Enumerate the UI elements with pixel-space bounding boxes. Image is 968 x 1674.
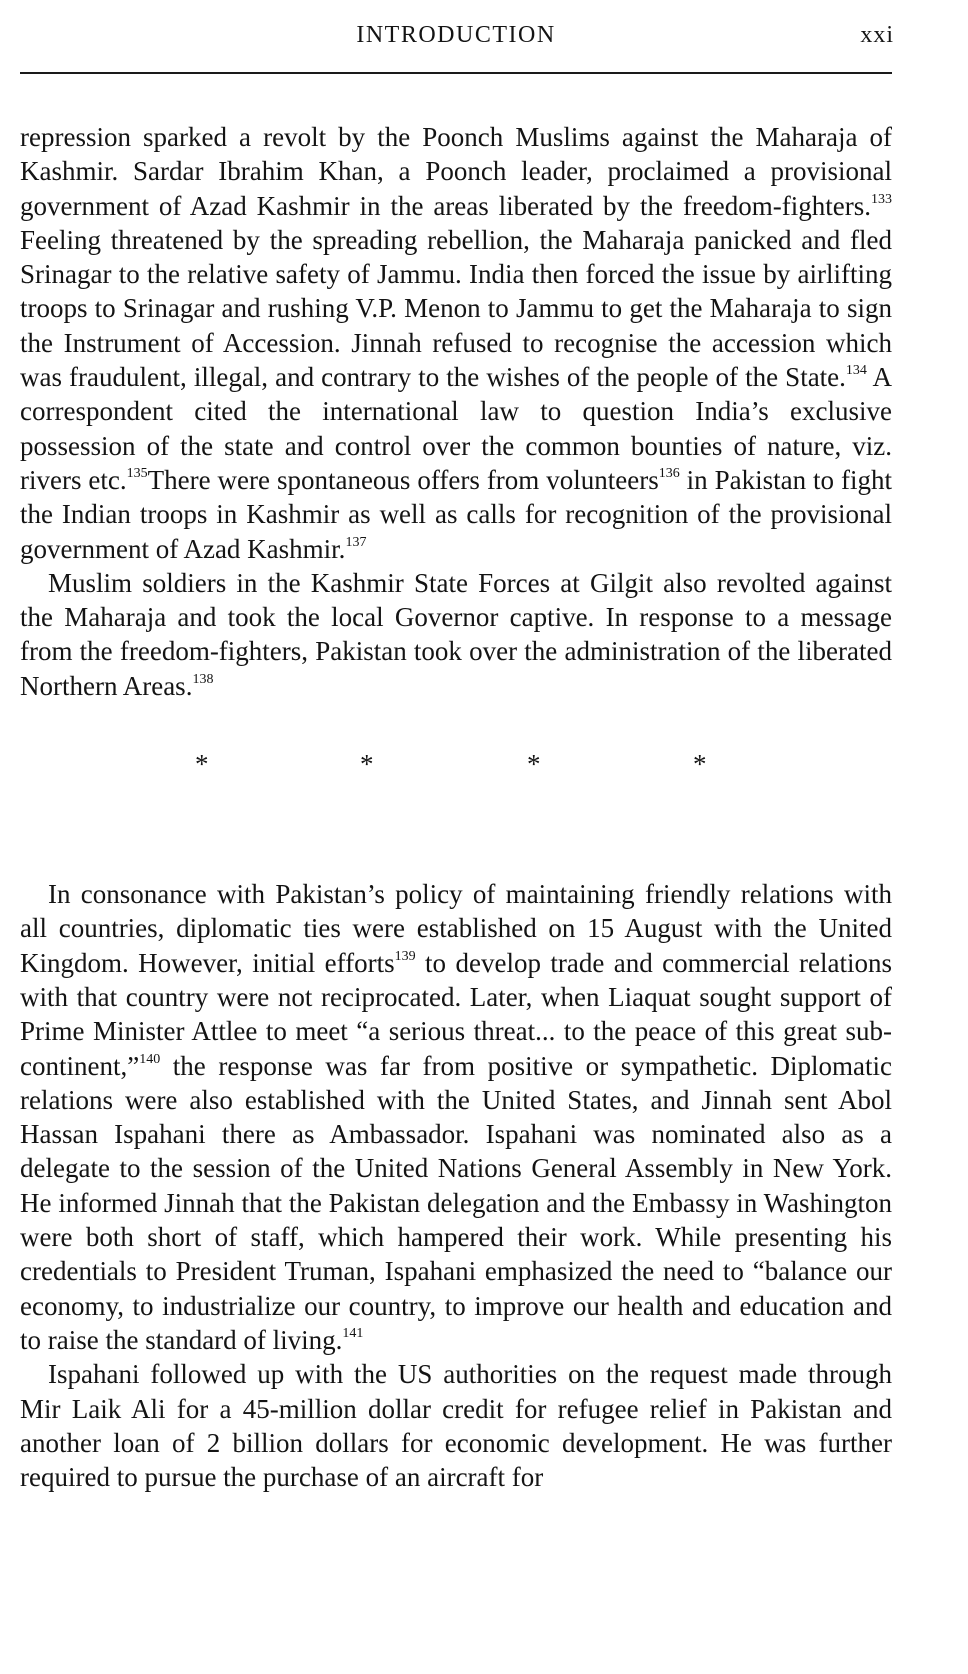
- paragraph-text: Ispahani followed up with the US authorities on the request made through Mir Laik Ali for a 45-million dollar credit for refugee relief in Pakistan and another loan of 2 billion dollars for economic development. He was further required to pursue the purchase of an aircraft for: [20, 1359, 892, 1493]
- footnote-reference: 139: [394, 948, 416, 964]
- paragraph: [20, 1357, 892, 1494]
- asterisk: *: [693, 749, 707, 780]
- body-text: [20, 120, 892, 1494]
- asterisk: *: [195, 749, 209, 780]
- footnote-reference: 138: [192, 671, 214, 687]
- paragraph: [20, 120, 892, 566]
- page-number: xxi: [860, 22, 894, 48]
- footnote-reference: 136: [658, 465, 680, 481]
- footnote-reference: 140: [139, 1051, 161, 1067]
- paragraph-text: Feeling threatened by the spreading rebellion, the Maharaja panicked and fled Srinagar to the relative safety of Jammu. India then forced the issue by airlifting troops to Srinagar and rushing V.P. Menon to Jammu to get the Maharaja to sign the Instrument of Accession. Jinnah refused to recognise the accession which was fraudulent, illegal, and contrary to the wishes of the people of the State.: [20, 224, 892, 393]
- footnote-reference: 135: [126, 465, 148, 481]
- running-title: INTRODUCTION: [356, 22, 556, 48]
- paragraph-text: Muslim soldiers in the Kashmir State Forces at Gilgit also revolted against the Maharaja and took the local Governor captive. In response to a message from the freedom-fighters, Pakistan took over the administration of the liberated Northern Areas.: [20, 567, 892, 701]
- paragraph-text: to develop trade and commercial relations with that country were not reciprocated. Later, when Liaquat sought support of Prime Minister Attlee to meet “a serious threat... to the peace of this great sub-continent,”: [20, 947, 892, 1081]
- paragraph-text: the response was far from positive or sympathetic. Diplomatic relations were also established with the United States, and Jinnah sent Abol Hassan Ispahani there as Ambassador. Ispahani was nominated also as a delegate to the session of the United Nations General Assembly in New York. He informed Jinnah that the Pakistan delegation and the Embassy in Washington were both short of staff, which hampered their work. While presenting his credentials to President Truman, Ispahani emphasized the need to “balance our economy, to industrialize our country, to improve our health and education and to raise the standard of living.: [20, 1050, 892, 1355]
- paragraph-text: A correspondent cited the international law to question India’s exclusive possession of the state and control over the common bounties of nature, viz. rivers etc.: [20, 362, 893, 495]
- section-break: [20, 703, 892, 877]
- paragraph-text: There were spontaneous offers from volunteers: [147, 464, 659, 495]
- section-break-asterisks: [20, 747, 892, 787]
- footnote-reference: 134: [845, 363, 867, 379]
- asterisk: *: [527, 749, 541, 780]
- footnote-reference: 137: [345, 534, 367, 550]
- paragraph: [20, 566, 892, 703]
- asterisk: *: [360, 749, 374, 780]
- paragraph-text: repression sparked a revolt by the Poonch Muslims against the Maharaja of Kashmir. Sardar Ibrahim Khan, a Poonch leader, proclaimed a provisional government of Azad Kashmir in the areas liberated by the freedom-fighters.: [20, 122, 892, 221]
- paragraph: [20, 877, 892, 1357]
- header-rule: [20, 72, 892, 74]
- footnote-reference: 141: [342, 1325, 364, 1341]
- running-header: [20, 22, 892, 58]
- paragraph-text: in Pakistan to fight the Indian troops in Kashmir as well as calls for recognition of the provisional government of Azad Kashmir.: [20, 464, 892, 564]
- footnote-reference: 133: [871, 191, 892, 207]
- paragraph-text: In consonance with Pakistan’s policy of maintaining friendly relations with all countries, diplomatic ties were established on 15 August with the United Kingdom. However, initial efforts: [20, 879, 892, 978]
